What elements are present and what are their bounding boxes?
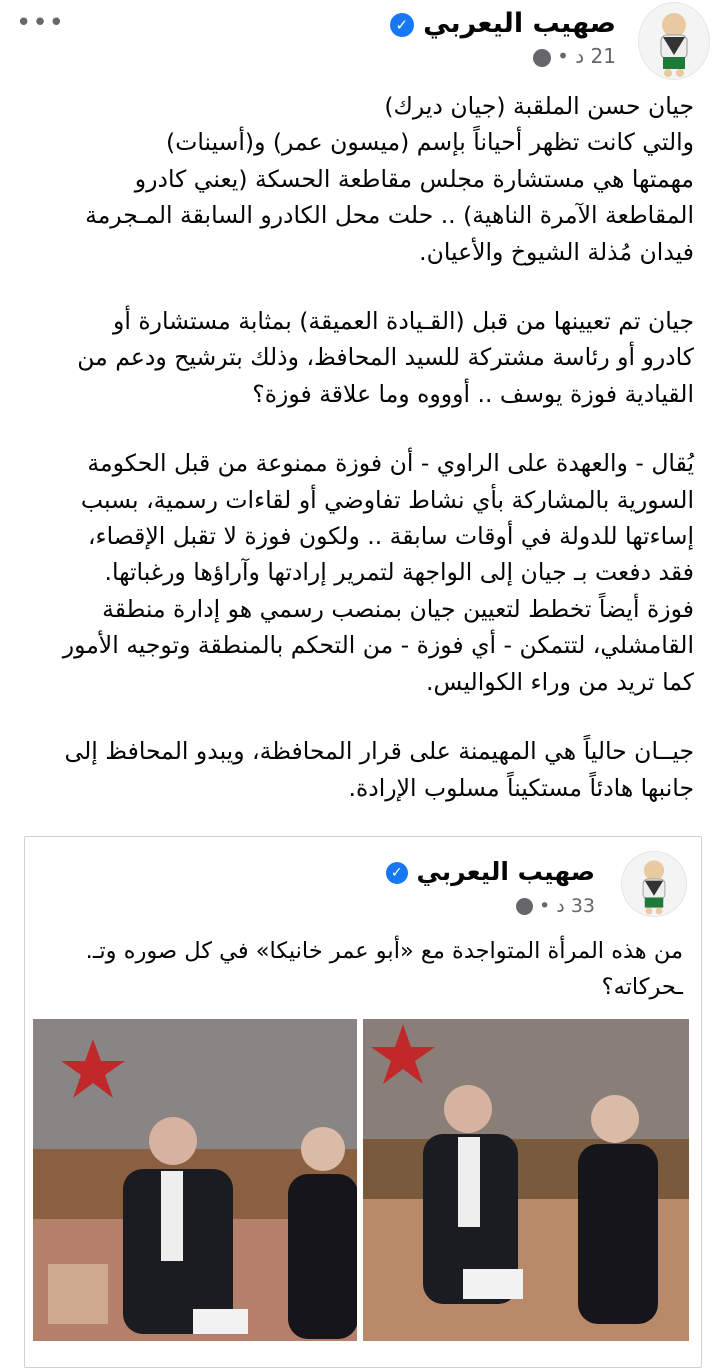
paragraph bbox=[14, 733, 694, 806]
photo-right[interactable] bbox=[363, 1019, 689, 1341]
text-line: السورية بالمشاركة بأي نشاط تفاوضي أو لقاءات رسمية، بسبب bbox=[80, 485, 694, 514]
shared-post-text bbox=[86, 933, 683, 1005]
post-text bbox=[14, 88, 694, 806]
shared-author-avatar[interactable] bbox=[621, 851, 687, 917]
shared-author-name-text: صهيب اليعربي bbox=[416, 857, 595, 886]
text-line: القامشلي، لتتمكن - أي فوزة - من التحكم بالمنطقة وتوجيه الأمور bbox=[62, 631, 694, 660]
globe-icon bbox=[516, 898, 533, 915]
text-line: فيدان مُذلة الشيوخ والأعيان. bbox=[419, 237, 694, 266]
text-line: كما تريد من وراء الكواليس. bbox=[426, 667, 694, 696]
text-line: والتي كانت تظهر أحياناً بإسم (ميسون عمر) و(أسينات) bbox=[166, 128, 694, 157]
post-meta bbox=[533, 44, 616, 68]
shared-post-time[interactable]: 33 د bbox=[556, 895, 595, 917]
author-name-text: صهيب اليعربي bbox=[423, 8, 616, 39]
text-line: جيــان حالياً هي المهيمنة على قرار المحافظة، ويبدو المحافظ إلى bbox=[64, 737, 694, 766]
post-header bbox=[0, 0, 720, 90]
verified-badge-icon: ✓ bbox=[386, 862, 408, 884]
author-name[interactable] bbox=[390, 8, 616, 39]
meta-separator: • bbox=[557, 44, 569, 68]
author-avatar[interactable] bbox=[638, 2, 710, 80]
text-line: القيادية فوزة يوسف .. أوووه وما علاقة فوزة؟ bbox=[252, 379, 694, 408]
text-line: يُقال - والعهدة على الراوي - أن فوزة ممنوعة من قبل الحكومة bbox=[87, 449, 694, 478]
photo-left[interactable] bbox=[33, 1019, 357, 1341]
text-line: ـحركاته؟ bbox=[601, 974, 683, 1000]
paragraph bbox=[14, 303, 694, 412]
shared-author-name[interactable] bbox=[386, 857, 595, 886]
more-options-button[interactable]: ••• bbox=[16, 8, 66, 38]
text-line: جانبها هادئاً مستكيناً مسلوب الإرادة. bbox=[348, 773, 694, 802]
shared-post-meta bbox=[516, 895, 595, 917]
text-line: إساءتها للدولة في أوقات سابقة .. ولكون فوزة لا تقبل الإقصاء، bbox=[87, 522, 694, 551]
text-line: كادرو أو رئاسة مشتركة للسيد المحافظ، وذلك بترشيح ودعم من bbox=[77, 343, 694, 372]
meta-separator: • bbox=[539, 895, 551, 917]
text-line: جيان حسن الملقبة (جيان ديرك) bbox=[384, 92, 694, 120]
verified-badge-icon: ✓ bbox=[390, 13, 414, 37]
text-line: فوزة أيضاً تخطط لتعيين جيان بمنصب رسمي هو إدارة منطقة bbox=[102, 594, 694, 623]
text-line: مهمتها هي مستشارة مجلس مقاطعة الحسكة (يعني كادرو bbox=[134, 164, 694, 193]
paragraph bbox=[14, 445, 694, 700]
post-time[interactable]: 21 د bbox=[575, 44, 616, 68]
text-line: من هذه المرأة المتواجدة مع «أبو عمر خانيكا» في كل صوره وتـ. bbox=[85, 938, 683, 964]
shared-post-card[interactable] bbox=[24, 836, 702, 1368]
paragraph bbox=[14, 88, 694, 270]
text-line: جيان تم تعيينها من قبل (القـيادة العميقة) بمثابة مستشارة أو bbox=[112, 307, 694, 336]
globe-icon bbox=[533, 49, 551, 67]
text-line: المقاطعة الآمرة الناهية) .. حلت محل الكادرو السابقة المـجرمة bbox=[85, 201, 694, 230]
text-line: فقد دفعت بـ جيان إلى الواجهة لتمرير إرادتها وآراؤها ورغباتها. bbox=[104, 558, 694, 587]
